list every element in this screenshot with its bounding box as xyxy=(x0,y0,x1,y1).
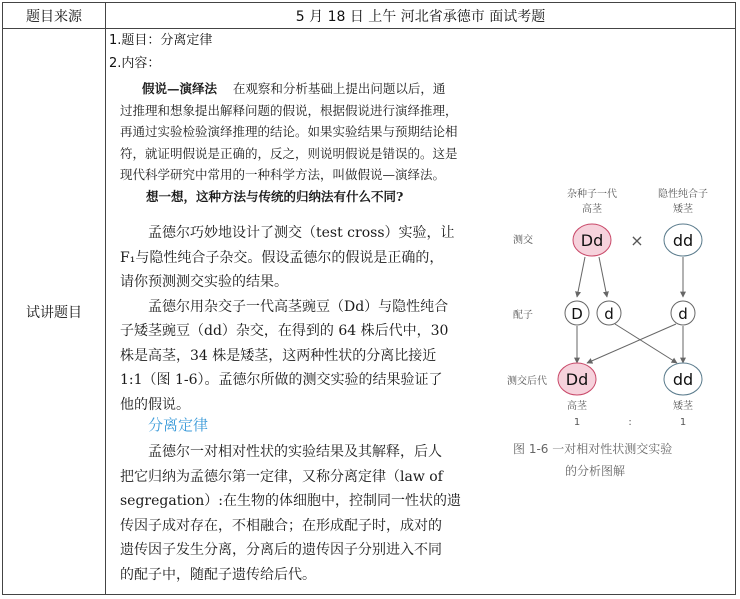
segregation-paragraph xyxy=(120,440,495,587)
p1-line-3: 符，就证明假说是正确的，反之，则说明假说是错误的。这是 xyxy=(120,145,458,161)
gamete-d2: d xyxy=(678,305,688,323)
section-title: 分离定律 xyxy=(148,416,209,434)
p4-line-3: 传因子成对存在，不相融合；在形成配子时，成对的 xyxy=(120,517,442,534)
item-content-label: 2.内容： xyxy=(109,56,161,71)
arrow-p1-D xyxy=(577,257,585,297)
p1-line-2: 再通过实验检验演绎推理的结论。如果实验结果与预期结论相 xyxy=(120,124,458,139)
hypothesis-title: 假说—演绎法 xyxy=(142,81,218,96)
ratio-right: 1 xyxy=(679,417,687,428)
row-label-testcross: 测交 xyxy=(513,235,533,246)
ratio-separator: : xyxy=(628,417,632,428)
p2-line-1: F₁与隐性纯合子杂交。假设孟德尔的假说是正确的， xyxy=(120,249,444,266)
parent1-genotype: Dd xyxy=(580,231,604,250)
p4-line-5: 的配子中，随配子遗传给后代。 xyxy=(120,566,316,583)
parent1-label-b: 高茎 xyxy=(582,204,602,215)
arrow-d2-offspring1 xyxy=(587,324,676,363)
offspring1-trait: 高茎 xyxy=(567,401,587,412)
gamete-D: D xyxy=(571,305,583,323)
gamete-d1: d xyxy=(604,305,614,323)
p1-line-0: 在观察和分析基础上提出问题以后，通 xyxy=(232,81,446,96)
cross-symbol: × xyxy=(630,231,644,250)
ratio-left: 1 xyxy=(573,417,581,428)
p1-line-4: 现代科学研究中常用的一种科学方法，叫做假说—演绎法。 xyxy=(120,167,446,182)
p4-line-1: 把它归纳为孟德尔第一定律，又称分离定律（law of xyxy=(120,468,443,485)
testcross-paragraph xyxy=(120,221,495,417)
parent2-genotype: dd xyxy=(672,231,694,250)
arrow-d1-offspring2 xyxy=(615,324,677,363)
offspring2-genotype: dd xyxy=(672,370,694,389)
p3-line-0: 孟德尔用杂交子一代高茎豌豆（Dd）与隐性纯合 xyxy=(148,298,449,315)
p4-line-4: 遗传因子发生分离，分离后的遗传因子分别进入不同 xyxy=(120,542,442,558)
parent2-label-a: 隐性纯合子 xyxy=(658,189,708,200)
header-source-label: 题目来源 xyxy=(3,3,106,29)
figure-caption-line1: 图 1-6 一对相对性状测交实验 xyxy=(513,442,673,456)
hypothesis-paragraph xyxy=(120,78,495,207)
row-label-offspring: 测交后代 xyxy=(507,376,547,387)
row-label-gamete: 配子 xyxy=(513,310,533,321)
p2-line-0: 孟德尔巧妙地设计了测交（test cross）实验，让 xyxy=(148,225,455,241)
offspring1-genotype: Dd xyxy=(565,370,589,389)
p2-line-2: 请你预测测交实验的结果。 xyxy=(120,274,288,290)
header-source-value: 5 月 18 日 上午 河北省承德市 面试考题 xyxy=(106,3,736,29)
p4-line-0: 孟德尔一对相对性状的实验结果及其解释，后人 xyxy=(148,444,442,460)
parent1-label-a: 杂种子一代 xyxy=(567,189,617,200)
p3-line-3: 1:1（图 1-6）。孟德尔所做的测交实验的结果验证了 xyxy=(120,372,443,388)
p3-line-2: 株是高茎，34 株是矮茎，这两种性状的分离比接近 xyxy=(120,347,437,364)
p4-line-2: segregation）:在生物的体细胞中，控制同一性状的遗 xyxy=(120,493,461,509)
topic-label: 试讲题目 xyxy=(3,29,106,595)
offspring2-trait: 矮茎 xyxy=(673,401,693,412)
item-title: 1.题目：分离定律 xyxy=(109,33,213,48)
p3-line-1: 子矮茎豌豆（dd）杂交，在得到的 64 株后代中，30 xyxy=(120,323,449,339)
arrow-p1-d xyxy=(599,257,607,297)
think-question: 想一想，这种方法与传统的归纳法有什么不同? xyxy=(146,188,404,204)
parent2-label-b: 矮茎 xyxy=(673,204,693,215)
p3-line-4: 他的假说。 xyxy=(120,396,190,413)
testcross-diagram xyxy=(495,185,730,490)
figure-caption-line2: 的分析图解 xyxy=(565,464,626,478)
p1-line-1: 过推理和想象提出解释问题的假说，根据假说进行演绎推理， xyxy=(120,102,458,118)
